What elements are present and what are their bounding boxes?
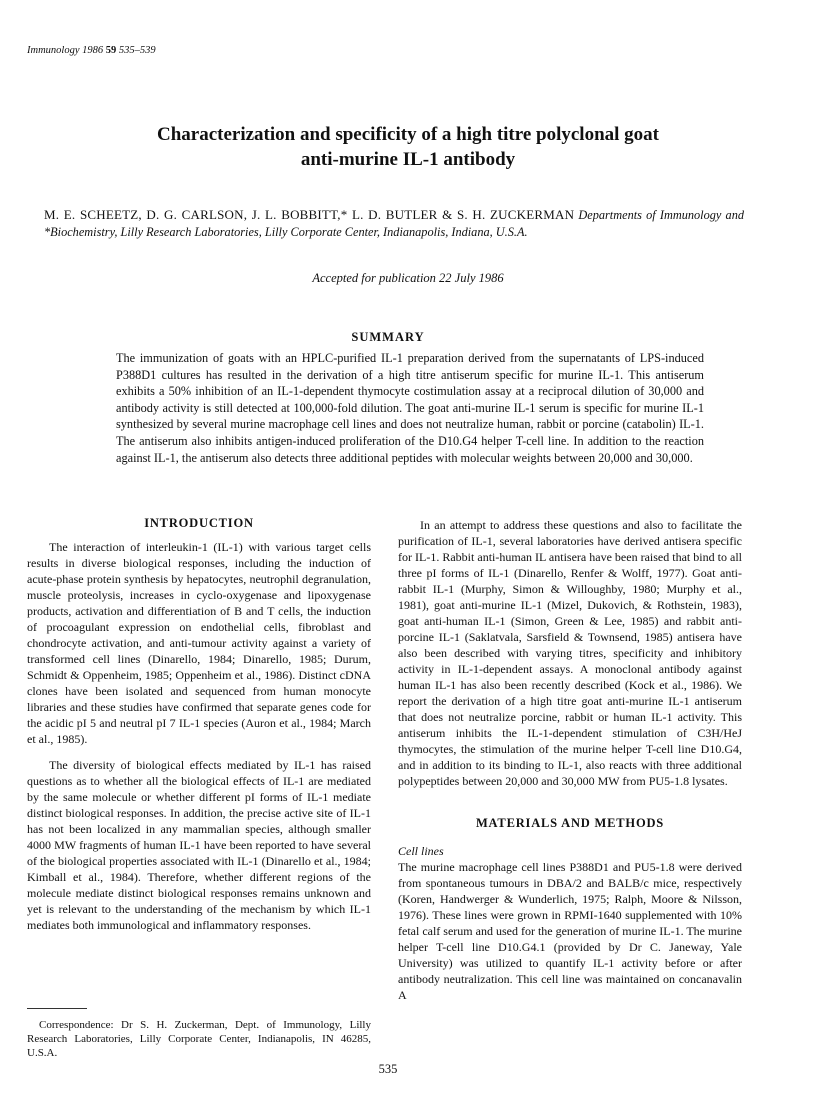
accepted-date: Accepted for publication 22 July 1986 <box>312 271 504 285</box>
summary-text: The immunization of goats with an HPLC-purified IL-1 preparation derived from the supernatants of LPS-induced P388D1 cultures has resulted in the derivation of a high titre antiserum specific for murine IL-1. This antiserum exhibits a 50% inhibition of an IL-1-dependent thymocyte costimulation assay at a reciprocal dilution of 30,000 and antibody activity is still detected at 100,000-fold dilution. The goat anti-murine IL-1 serum is specific for murine IL-1 synthesized by several murine macrophage cell lines and does not neutralize human, rabbit or porcine (catabolin) IL-1. The antiserum also inhibits antigen-induced proliferation of the D10.G4 helper T-cell line. In addition to the reaction against IL-1, the antiserum also detects three additional peptides with molecular weights between 20,000 and 30,000. <box>116 351 704 465</box>
title-line-1: Characterization and specificity of a high titre polyclonal goat <box>156 124 660 145</box>
introduction-heading: INTRODUCTION <box>144 516 254 530</box>
author-block <box>44 206 744 241</box>
introduction-paragraph-2: The diversity of biological effects mediated by IL-1 has raised questions as to whether all the biological effects of IL-1 are mediated by the same molecule or whether different pI forms of IL-1 mediate distinct biological responses. In addition, the precise active site of IL-1 has not been localized in any mammalian species, although smaller 4000 MW fragments of human IL-1 have been reported to have several of the biological properties associated with IL-1 (Dinarello et al., 1984; Kimball et al., 1984). Therefore, whether different regions of the molecule mediate distinct biological responses remains unknown and yet is relevant to the understanding of the mechanism by which IL-1 mediates both immunological and inflammatory responses. <box>27 758 371 932</box>
page-number: 535 <box>378 1062 398 1076</box>
summary-heading: SUMMARY <box>351 330 425 344</box>
right-column <box>398 517 742 1003</box>
journal-name: Immunology <box>27 45 80 56</box>
cell-lines-paragraph: The murine macrophage cell lines P388D1 and PU5-1.8 were derived from spontaneous tumours in DBA/2 and BALB/c mice, respectively (Koren, Handwerger & Wunderlich, 1975; Ralph, Moore & Nilsson, 1976). These lines were grown in RPMI-1640 supplemented with 10% fetal calf serum and used for the generation of murine IL-1. The murine helper T-cell line D10.G4.1 (provided by Dr C. Janeway, Yale University) was utilized to quantify IL-1 activity before or after antibody neutralization. This cell line was maintained on concanavalin A <box>398 860 742 1002</box>
title-line-2: anti-murine IL-1 antibody <box>300 149 516 170</box>
author-affiliation: Departments of Immunology and *Biochemistry, Lilly Research Laboratories, Lilly Corporate Center, Indianapolis, Indiana, U.S.A. <box>44 208 744 239</box>
journal-pages: 535–539 <box>118 45 156 56</box>
left-column <box>27 515 371 943</box>
correspondence-note: Correspondence: Dr S. H. Zuckerman, Dept. of Immunology, Lilly Research Laboratories, Lilly Corporate Center, Indianapolis, IN 46285, U.S.A. <box>27 1019 371 1059</box>
introduction-paragraph-3: In an attempt to address these questions and also to facilitate the purification of IL-1, several laboratories have derived antisera specific for IL-1. Rabbit anti-human IL antisera have been raised that bind to all three pI forms of IL-1 (Dinarello, Renfer & Wolff, 1977). Goat anti-rabbit IL-1 (Murphy, Simon & Willoughby, 1980; Murphy et al., 1981), goat anti-murine IL-1 (Mizel, Dukovich, & Rothstein, 1983), goat anti-human IL-1 (Simon, Green & Lee, 1985) and rabbit anti-porcine IL-1 (Saklatvala, Sarsfield & Townsend, 1985) antisera have also been described with varying titres, specificity and inhibitory activity in IL-1-dependent assays. A monoclonal antibody against human IL-1 has also been recently described (Kock et al., 1986). We report the derivation of a high titre goat anti-murine IL-1 antiserum that does not neutralize porcine, rabbit or human IL-1 activity. This antiserum inhibits the IL-1-dependent stimulation of C3H/HeJ thymocytes, the stimulation of the murine helper T-cell line D10.G4, and in addition to its binding to IL-1, also reacts with three additional polypeptides between 20,000 and 30,000 MW from PU5-1.8 lysates. <box>398 518 742 788</box>
journal-reference <box>27 45 156 56</box>
footnote-rule <box>27 1008 87 1009</box>
author-names: M. E. SCHEETZ, D. G. CARLSON, J. L. BOBBITT,* L. D. BUTLER & S. H. ZUCKERMAN <box>44 207 575 222</box>
paper-title <box>60 122 756 172</box>
introduction-paragraph-1: The interaction of interleukin-1 (IL-1) with various target cells results in diverse biological responses, including the induction of acute-phase protein synthesis by hepatocytes, neutrophil degranulation, muscle proteolysis, increases in cyclo-oxygenase and lipoxygenase products, activation and differentiation of B and T cells, the induction of procoagulant expression on endothelial cells, fibroblast and chondrocyte activation, and anti-tumour activity against a variety of transformed cell lines (Dinarello, 1984; Dinarello, 1985; Durum, Schmidt & Oppenheim, 1985; Oppenheim et al., 1986). Distinct cDNA clones have been isolated and sequenced from human monocyte libraries and these studies have confirmed that separate genes code for the acidic pI 5 and neutral pI 7 IL-1 species (Auron et al., 1984; March et al., 1985). <box>27 540 371 746</box>
methods-heading: MATERIALS AND METHODS <box>475 816 665 830</box>
journal-volume: 59 <box>105 45 117 56</box>
journal-year: 1986 <box>82 45 104 56</box>
cell-lines-subheading: Cell lines <box>398 844 444 858</box>
